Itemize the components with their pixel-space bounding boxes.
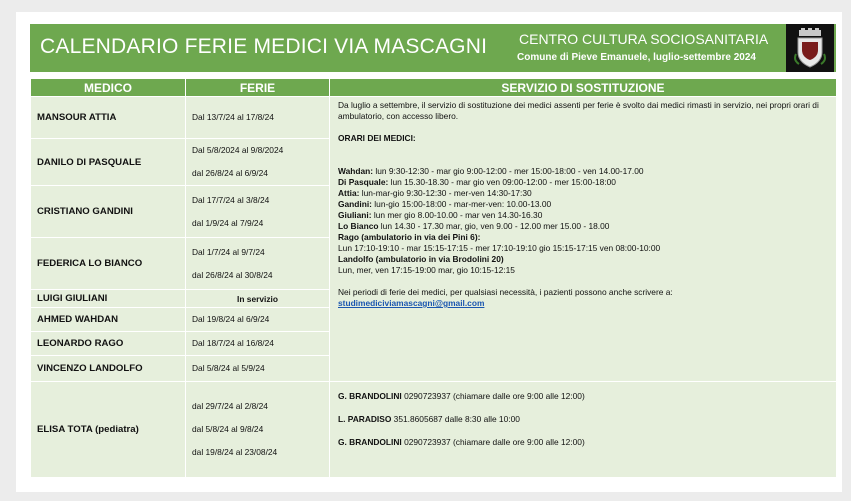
substitute-line: G. BRANDOLINI 0290723937 (chiamare dalle ore 9:00 alle 12:00) xyxy=(338,391,585,401)
column-header-servizio: SERVIZIO DI SOSTITUZIONE xyxy=(330,79,837,97)
doctor-hours-line: Gandini: lun-gio 15:00-18:00 - mar-mer-ven: 10.00-13.00 xyxy=(338,199,552,209)
vacation-period: Dal 5/8/2024 al 9/8/2024 xyxy=(192,145,284,155)
substitution-service-cell xyxy=(330,97,837,382)
vacation-period: dal 19/8/24 al 23/08/24 xyxy=(192,447,278,457)
substitute-line: L. PARADISO 351.8605687 dalle 8:30 alle 10:00 xyxy=(338,414,520,424)
vacation-dates xyxy=(186,308,330,332)
vacation-dates: In servizio xyxy=(186,290,330,308)
page-subtitle: Comune di Pieve Emanuele, luglio-settembre 2024 xyxy=(517,52,756,63)
doctor-name: LEONARDO RAGO xyxy=(31,332,186,356)
vacation-period: Dal 17/7/24 al 3/8/24 xyxy=(192,194,270,205)
email-link[interactable]: studimediciviamascagni@gmail.com xyxy=(338,298,485,308)
doctor-name: LUIGI GIULIANI xyxy=(31,290,186,308)
rago-hours: Lun 17:10-19:10 - mar 15:15-17:15 - mer 17:10-19:10 gio 15:15-17:15 ven 08:00-10:00 xyxy=(338,243,661,253)
doctor-hours-line: Lo Bianco lun 14.30 - 17.30 mar, gio, ven 9.00 - 12.00 mer 15.00 - 18.00 xyxy=(338,221,610,231)
vacation-period: dal 5/8/24 al 9/8/24 xyxy=(192,424,264,434)
table-row xyxy=(31,382,837,478)
vacation-period: dal 29/7/24 al 2/8/24 xyxy=(192,401,268,411)
doctor-name: AHMED WAHDAN xyxy=(31,308,186,332)
vacation-period: Dal 5/8/24 al 5/9/24 xyxy=(192,363,265,373)
vacation-period: Dal 18/7/24 al 16/8/24 xyxy=(192,338,274,348)
vacation-period: Dal 1/7/24 al 9/7/24 xyxy=(192,246,265,257)
doctor-name: VINCENZO LANDOLFO xyxy=(31,356,186,382)
vacation-period: dal 26/8/24 al 30/8/24 xyxy=(192,269,273,280)
doctor-name: MANSOUR ATTIA xyxy=(31,97,186,139)
doctor-hours-line: Di Pasquale: lun 15.30-18.30 - mar gio ven 09:00-12:00 - mer 15:00-18:00 xyxy=(338,177,616,187)
vacation-dates xyxy=(186,139,330,186)
landolfo-title: Landolfo (ambulatorio in via Brodolini 20) xyxy=(338,254,504,264)
doctor-name: ELISA TOTA (pediatra) xyxy=(31,382,186,478)
vacation-dates xyxy=(186,356,330,382)
table-header-row xyxy=(31,79,837,97)
vacation-dates xyxy=(186,97,330,139)
organization-name: CENTRO CULTURA SOCIOSANITARIA xyxy=(519,31,769,47)
vacation-period: Dal 19/8/24 al 6/9/24 xyxy=(192,314,270,324)
title-banner xyxy=(30,24,836,72)
table-row xyxy=(31,97,837,139)
page-title: CALENDARIO FERIE MEDICI VIA MASCAGNI xyxy=(40,35,488,58)
doctor-name: CRISTIANO GANDINI xyxy=(31,186,186,238)
column-header-ferie: FERIE xyxy=(186,79,330,97)
doctor-hours-line: Attia: lun-mar-gio 9:30-12:30 - mer-ven 14:30-17:30 xyxy=(338,188,532,198)
contact-note: Nei periodi di ferie dei medici, per qualsiasi necessità, i pazienti possono anche scrivere a: xyxy=(338,287,673,297)
vacation-dates xyxy=(186,186,330,238)
doctor-name: DANILO DI PASQUALE xyxy=(31,139,186,186)
vacation-dates xyxy=(186,238,330,290)
substitute-line: G. BRANDOLINI 0290723937 (chiamare dalle ore 9:00 alle 12:00) xyxy=(338,437,585,447)
doctor-hours-line: Wahdan: lun 9:30-12:30 - mar gio 9:00-12:00 - mer 15:00-18:00 - ven 14.00-17.00 xyxy=(338,166,644,176)
vacation-dates xyxy=(186,332,330,356)
column-header-medico: MEDICO xyxy=(31,79,186,97)
vacation-period: Dal 13/7/24 al 17/8/24 xyxy=(192,112,274,122)
rago-title: Rago (ambulatorio in via dei Pini 6): xyxy=(338,232,481,242)
vacation-dates xyxy=(186,382,330,478)
municipal-crest-icon xyxy=(786,24,834,72)
doctor-name: FEDERICA LO BIANCO xyxy=(31,238,186,290)
landolfo-hours: Lun, mer, ven 17:15-19:00 mar, gio 10:15-12:15 xyxy=(338,265,515,275)
pediatric-substitutes-cell xyxy=(330,382,837,478)
hours-title: ORARI DEI MEDICI: xyxy=(338,133,416,143)
doctor-hours-line: Giuliani: lun mer gio 8.00-10.00 - mar ven 14.30-16.30 xyxy=(338,210,543,220)
vacation-table xyxy=(30,78,837,478)
vacation-period: dal 1/9/24 al 7/9/24 xyxy=(192,217,264,228)
service-intro: Da luglio a settembre, il servizio di sostituzione dei medici assenti per ferie è svolto dai medici rimasti in servizio, nei propri orari di ambulatorio, con accesso libero. xyxy=(338,100,819,121)
vacation-period: dal 26/8/24 al 6/9/24 xyxy=(192,168,268,178)
